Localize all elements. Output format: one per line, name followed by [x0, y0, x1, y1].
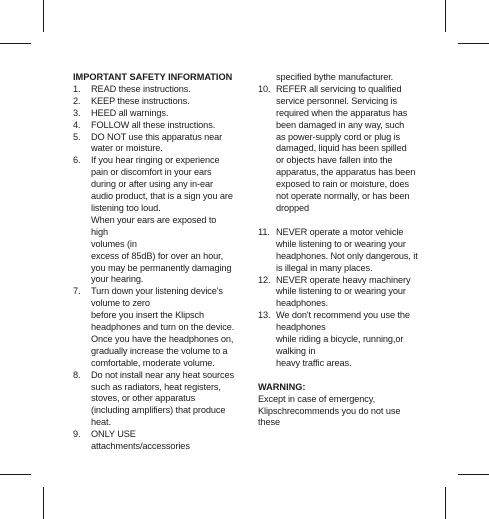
- list-item: [73, 429, 235, 453]
- left-column: [73, 72, 235, 453]
- list-item: [258, 84, 420, 215]
- text-line: When your ears are exposed to high: [91, 214, 217, 237]
- list-item: [73, 84, 235, 96]
- continuation-text: [258, 72, 420, 84]
- item-text: [91, 132, 235, 156]
- text-line: pain or discomfort in your ears: [91, 167, 212, 178]
- text-line: not operate normally, or has been: [276, 191, 410, 202]
- item-text: [91, 286, 235, 369]
- item-number: 13.: [258, 310, 271, 321]
- crop-mark: [0, 43, 31, 44]
- crop-mark: [458, 474, 489, 475]
- item-text: [91, 155, 235, 286]
- text-line: Once you have the headphones on,: [91, 333, 234, 344]
- crop-mark: [458, 43, 489, 44]
- text-line: during or after using any in-ear: [91, 179, 213, 190]
- item-text: [276, 84, 420, 215]
- warning-heading: WARNING:: [258, 381, 306, 392]
- list-item: [258, 275, 420, 311]
- text-line: service personnel. Servicing is: [276, 95, 397, 106]
- text-line: required when the apparatus has: [276, 107, 408, 118]
- text-line: READ these instructions.: [91, 83, 191, 94]
- text-line: Turn down your listening device's: [91, 286, 223, 297]
- text-line: is illegal in many places.: [276, 262, 373, 273]
- list-item: [73, 108, 235, 120]
- item-number: 8.: [73, 369, 81, 380]
- text-line: while riding a bicycle, running,or: [276, 334, 404, 345]
- text-line: volume to zero: [91, 298, 150, 309]
- text-line: ONLY USE attachments/accessories: [91, 429, 190, 452]
- instruction-list: [258, 84, 420, 370]
- list-item: [73, 286, 235, 369]
- list-item: [73, 370, 235, 430]
- instruction-list: [73, 84, 235, 453]
- text-line: while listening to or wearing your: [276, 286, 406, 297]
- text-line: gradually increase the volume to a: [91, 345, 228, 356]
- text-line: damaged, liquid has been spilled: [276, 143, 407, 154]
- text-line: volumes (in: [91, 238, 137, 249]
- crop-mark: [445, 487, 446, 519]
- warning-text: [258, 394, 420, 430]
- text-line: the manufacturer.: [323, 72, 394, 82]
- item-text: [91, 370, 235, 430]
- item-number: 12.: [258, 274, 271, 285]
- text-line: your hearing.: [91, 274, 144, 285]
- list-item: [258, 310, 420, 370]
- text-line: walking in: [276, 345, 316, 356]
- text-line: headphones.: [276, 298, 329, 309]
- text-line: headphones and turn on the device.: [91, 322, 235, 333]
- text-line: before you insert the Klipsch: [91, 310, 205, 321]
- crop-mark: [43, 0, 44, 32]
- item-number: 9.: [73, 429, 81, 440]
- text-line: listening too loud.: [91, 202, 161, 213]
- text-line: been damaged in any way, such: [276, 119, 405, 130]
- text-line: water or moisture.: [91, 143, 163, 154]
- item-number: 5.: [73, 131, 81, 142]
- text-line: as power-supply cord or plug is: [276, 131, 401, 142]
- text-line: KEEP these instructions.: [91, 95, 190, 106]
- crop-mark: [0, 474, 31, 475]
- text-line: or objects have fallen into the: [276, 155, 393, 166]
- text-line: (including amplifiers) that produce: [91, 405, 226, 416]
- list-item: [73, 120, 235, 132]
- text-line: heavy traffic areas.: [276, 357, 352, 368]
- text-line: Except in case of emergency, Klipsch: [258, 393, 376, 416]
- list-item: [73, 132, 235, 156]
- text-line: specified by: [276, 72, 324, 82]
- text-line: you may be permanently damaging: [91, 262, 232, 273]
- text-line: headphones. Not only dangerous, it: [276, 250, 418, 261]
- crop-mark: [445, 0, 446, 32]
- text-line: while listening to or wearing your: [276, 238, 406, 249]
- crop-mark: [43, 487, 44, 519]
- text-line: heat.: [91, 417, 111, 428]
- item-number: 6.: [73, 155, 81, 166]
- text-line: NEVER operate heavy machinery: [276, 274, 411, 285]
- text-line: dropped: [276, 202, 310, 213]
- text-line: exposed to rain or moisture, does: [276, 179, 410, 190]
- text-line: headphones: [276, 322, 326, 333]
- text-line: Do not install near any heat sources: [91, 369, 234, 380]
- text-line: recommends you do not use these: [258, 405, 401, 428]
- item-text: [276, 310, 420, 370]
- item-number: 7.: [73, 286, 81, 297]
- item-number: 4.: [73, 119, 81, 130]
- text-line: excess of 85dB) for over an hour,: [91, 250, 224, 261]
- item-text: [276, 227, 420, 275]
- text-line: If you hear ringing or experience: [91, 155, 220, 166]
- list-item: [73, 96, 235, 108]
- item-number: 3.: [73, 107, 81, 118]
- text-line: HEED all warnings.: [91, 107, 169, 118]
- text-line: such as radiators, heat registers,: [91, 381, 221, 392]
- text-line: audio product, that is a sign you are: [91, 191, 233, 202]
- list-item: [73, 155, 235, 286]
- item-text: [91, 120, 235, 132]
- section-heading: IMPORTANT SAFETY INFORMATION: [73, 72, 233, 82]
- text-line: We don't recommend you use the: [276, 310, 410, 321]
- item-text: [91, 84, 235, 96]
- item-number: 2.: [73, 95, 81, 106]
- item-text: [91, 96, 235, 108]
- text-line: apparatus, the apparatus has been: [276, 167, 416, 178]
- item-number: 11.: [258, 226, 270, 237]
- text-line: REFER all servicing to qualified: [276, 83, 402, 94]
- item-text: [276, 275, 420, 311]
- right-column: [258, 72, 420, 429]
- text-line: FOLLOW all these instructions.: [91, 119, 216, 130]
- text-line: NEVER operate a motor vehicle: [276, 226, 404, 237]
- list-item: [258, 227, 420, 275]
- item-text: [91, 429, 235, 453]
- text-line: stoves, or other apparatus: [91, 393, 196, 404]
- text-line: comfortable, moderate volume.: [91, 357, 215, 368]
- item-number: 10.: [258, 83, 271, 94]
- text-line: DO NOT use this apparatus near: [91, 131, 223, 142]
- item-number: 1.: [73, 83, 81, 94]
- item-text: [91, 108, 235, 120]
